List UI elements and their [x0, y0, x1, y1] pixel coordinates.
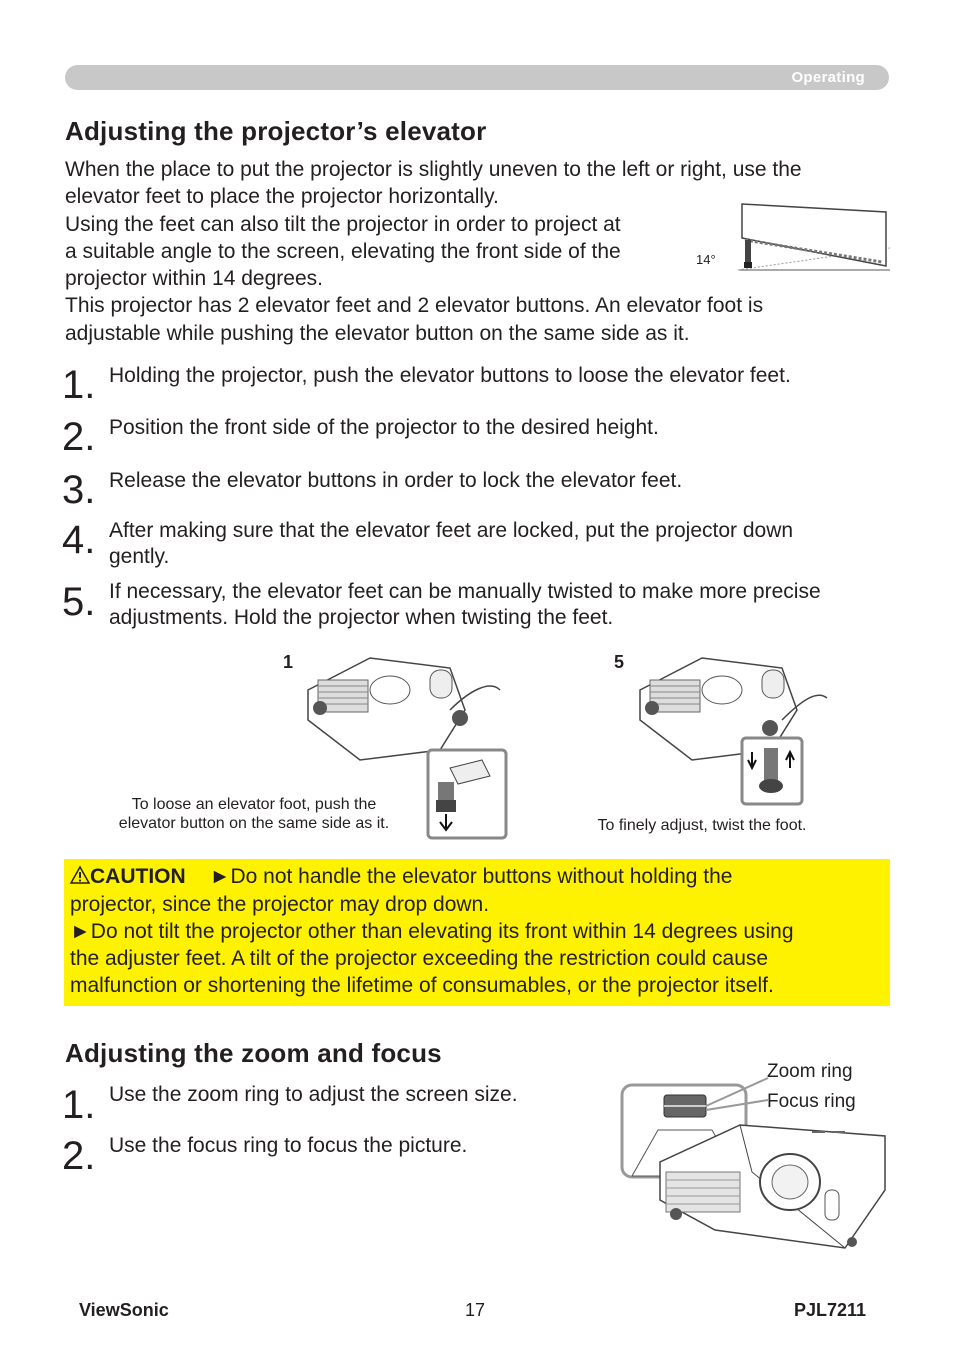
caution-line: ►Do not tilt the projector other than elevating its front within 14 degrees using: [70, 920, 794, 943]
focus-ring-label: Focus ring: [767, 1091, 856, 1112]
step-text: Release the elevator buttons in order to lock the elevator feet.: [109, 469, 683, 492]
step-number: 1.: [62, 363, 96, 407]
tilt-illustration: [690, 196, 895, 278]
step-text: gently.: [109, 545, 170, 568]
step-text: Holding the projector, push the elevator buttons to loose the elevator feet.: [109, 364, 791, 387]
footer-brand: ViewSonic: [79, 1300, 169, 1320]
step-number: 2.: [62, 1134, 96, 1178]
page-number: 17: [465, 1300, 486, 1320]
intro-line: adjustable while pushing the elevator button on the same side as it.: [65, 322, 690, 345]
section-label: Operating: [791, 69, 865, 86]
caution-line: projector, since the projector may drop down.: [70, 893, 490, 916]
step-text: adjustments. Hold the projector when twisting the feet.: [109, 606, 614, 629]
intro-line: Using the feet can also tilt the projector in order to project at: [65, 213, 621, 236]
step-number: 5.: [62, 580, 96, 624]
intro-line: elevator feet to place the projector horizontally.: [65, 185, 499, 208]
figure-caption: elevator button on the same side as it.: [118, 815, 390, 832]
elevator-section-title: Adjusting the projector’s elevator: [65, 116, 487, 146]
section-header-bar: [65, 65, 889, 90]
warning-triangle-icon: [70, 864, 90, 891]
step-text: After making sure that the elevator feet are locked, put the projector down: [109, 519, 794, 542]
step-number: 4.: [62, 518, 96, 562]
step-number: 2.: [62, 415, 96, 459]
caution-line: ►Do not handle the elevator buttons without holding the: [209, 865, 733, 888]
elevator-twist-illustration: [632, 650, 832, 810]
caution-label: CAUTION: [90, 865, 186, 888]
step-text: Position the front side of the projector to the desired height.: [109, 416, 659, 439]
step-text: Use the zoom ring to adjust the screen size.: [109, 1083, 518, 1106]
figure-caption: To loose an elevator foot, push the: [131, 796, 377, 813]
caution-box: [64, 859, 890, 1006]
intro-line: This projector has 2 elevator feet and 2 elevator buttons. An elevator foot is: [65, 294, 764, 317]
figure-label: 1: [283, 652, 294, 672]
caution-line: the adjuster feet. A tilt of the projector exceeding the restriction could cause: [70, 947, 769, 970]
step-number: 1.: [62, 1083, 96, 1127]
footer-model: PJL7211: [794, 1300, 867, 1320]
step-text: Use the focus ring to focus the picture.: [109, 1134, 468, 1157]
zoom-section-title: Adjusting the zoom and focus: [65, 1038, 442, 1068]
figure-label: 5: [614, 652, 625, 672]
figure-caption: To finely adjust, twist the foot.: [597, 817, 807, 834]
caution-text: [70, 863, 880, 999]
caution-line: malfunction or shortening the lifetime of consumables, or the projector itself.: [70, 974, 774, 997]
tilt-angle-label: 14°: [696, 252, 716, 267]
step-text: If necessary, the elevator feet can be manually twisted to make more precise: [109, 580, 821, 603]
intro-line: When the place to put the projector is slightly uneven to the left or right, use the: [65, 158, 802, 181]
intro-line: projector within 14 degrees.: [65, 267, 323, 290]
intro-line: a suitable angle to the screen, elevating the front side of the: [65, 240, 621, 263]
step-number: 3.: [62, 468, 96, 512]
zoom-ring-label: Zoom ring: [767, 1061, 853, 1082]
